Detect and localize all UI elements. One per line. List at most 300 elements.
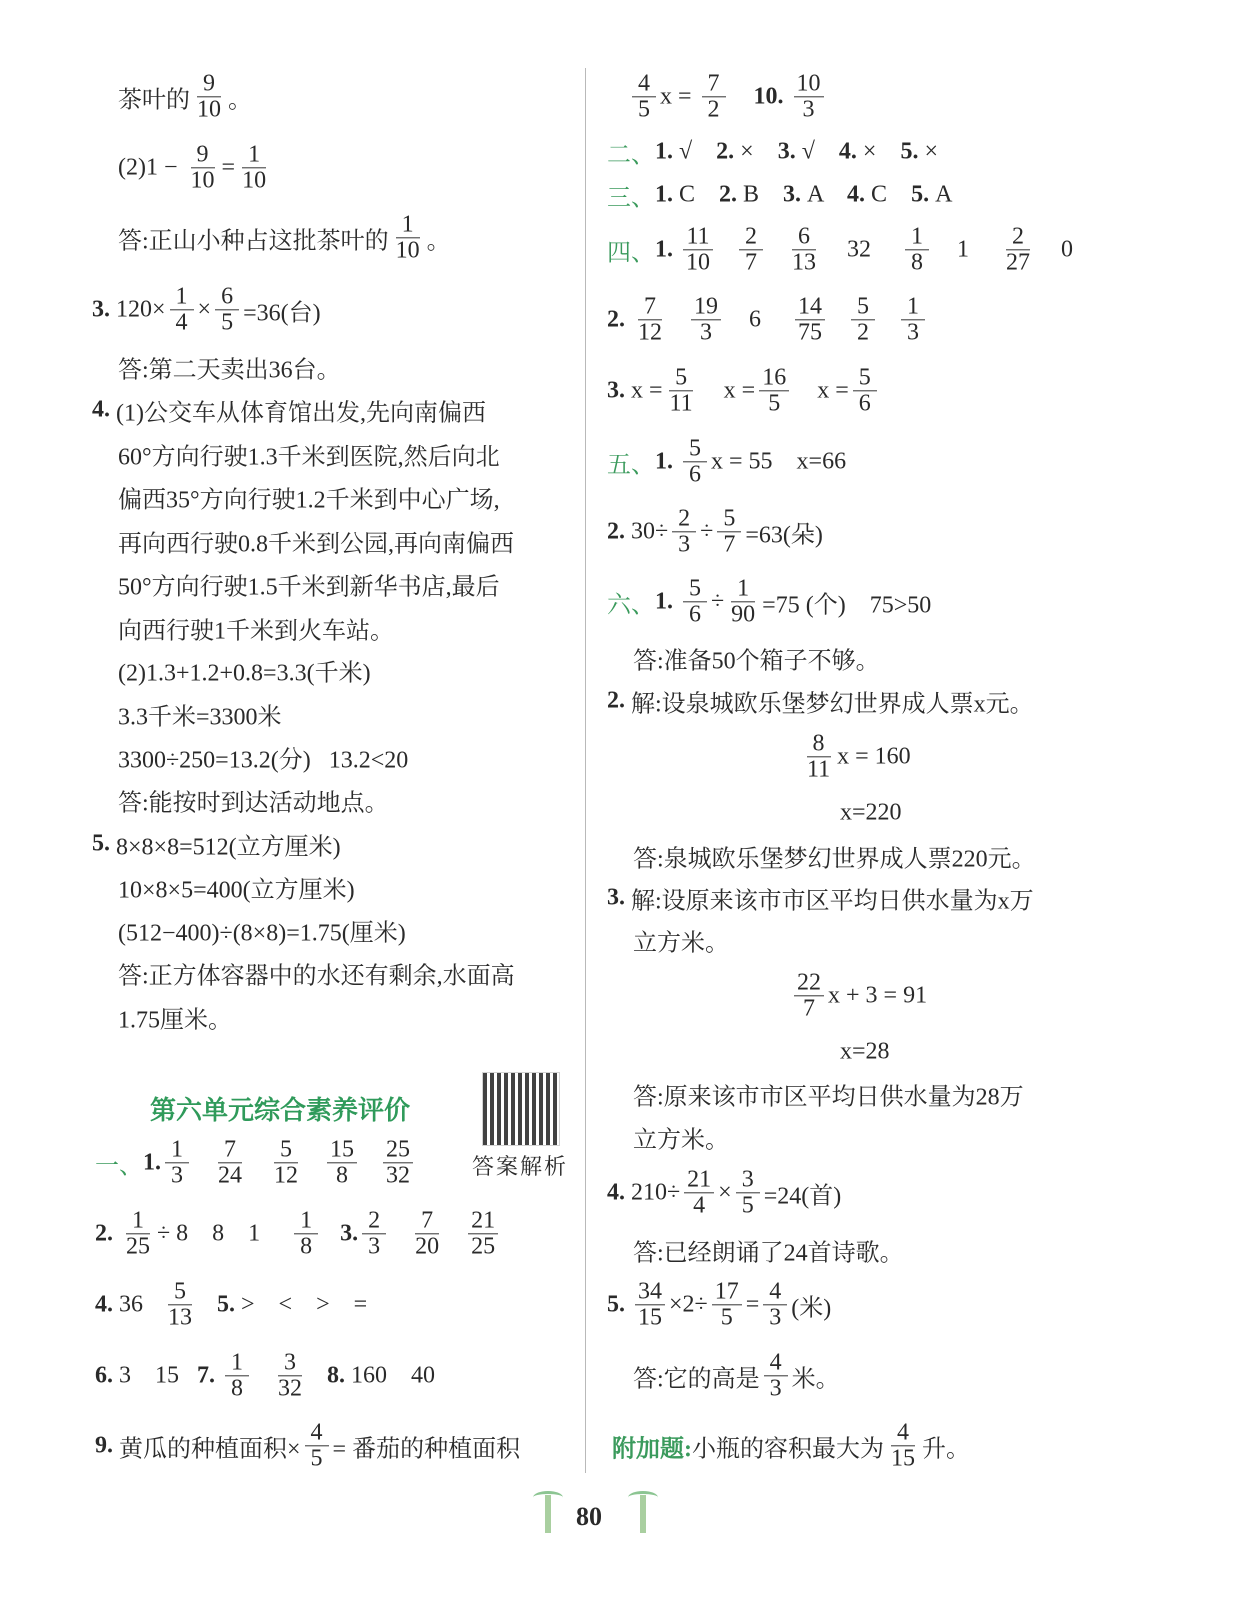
question-number: 9. [95,1432,119,1459]
question-number: 2. [607,687,631,714]
right-column-line [840,1039,890,1066]
numerator: 1 [731,576,755,602]
denominator: 8 [911,249,923,276]
numerator: 5 [851,294,875,320]
denominator: 15 [891,1445,915,1472]
question-number: 3. [607,884,631,911]
denominator: 6 [689,601,701,628]
right-column-line [633,839,1036,874]
right-column-line [633,1120,729,1155]
numerator: 1 [905,224,929,250]
denominator: 7 [745,249,757,276]
question-number: 1. [655,588,679,615]
answer-text: (米) [791,1295,832,1322]
fraction [123,1208,153,1259]
right-column-line [607,436,846,487]
numerator: 22 [794,970,824,996]
fraction [468,1208,498,1259]
answer-text: =24(首) [763,1183,842,1210]
denominator: 8 [336,1162,348,1189]
numerator: 7 [638,294,662,320]
section-marker: 四、 [607,240,655,267]
fraction [239,142,269,193]
answer-text: 偏西35°方向行驶1.2千米到中心广场, [118,487,500,514]
answer-text: 解:设泉城欧乐堡梦幻世界成人票x元。 [631,691,1034,718]
fraction [327,1137,357,1188]
answer-text: 黄瓜的种植面积× [119,1436,301,1463]
denominator: 2 [857,319,869,346]
numerator: 5 [168,1279,192,1305]
left-column-line [95,1420,520,1471]
answer-text: 10×8×5=400(立方厘米) [118,877,355,904]
right-column-line [607,506,823,557]
answer-text: A [935,181,953,208]
fraction [684,1167,714,1218]
right-column-line [633,1350,840,1401]
right-column-line [607,881,1034,916]
fraction [739,224,763,275]
denominator: 5 [638,96,650,123]
question-number: 5. [92,830,116,857]
question-number: 1. [655,236,679,263]
question-number: 7. [197,1362,221,1389]
denominator: 32 [386,1162,410,1189]
fraction [294,1208,318,1259]
numerator: 1 [225,1350,249,1376]
answer-text: 立方米。 [633,1127,729,1154]
numerator: 2 [739,224,763,250]
denominator: 5 [768,390,781,417]
fraction [804,731,833,782]
denominator: 4 [175,309,188,336]
fraction [275,1350,305,1401]
answer-text: x = [631,377,663,404]
section-marker: 二、 [607,142,655,169]
fraction [412,1208,442,1259]
section-heading: 第六单元综合素养评价 [150,1096,411,1126]
answer-text: 茶叶的 [118,87,190,114]
answer-text: 120× [116,296,166,323]
section-marker: 附加题: [612,1436,692,1463]
question-number: 3. [607,377,631,404]
fraction [635,294,665,345]
numerator: 21 [684,1167,714,1193]
fraction [393,212,423,263]
numerator: 4 [764,1350,788,1376]
denominator: 20 [415,1233,440,1260]
right-column-line [633,1233,904,1268]
numerator: 2 [672,506,696,532]
answer-text: 答:已经朗诵了24首诗歌。 [633,1240,904,1267]
section-marker: 三、 [607,185,655,212]
fraction [165,1137,189,1188]
denominator: 10 [242,167,267,194]
left-column-line [118,653,371,688]
left-column-line [118,611,394,646]
answer-text: 3.3千米=3300米 [118,704,282,731]
left-column-line [118,71,252,122]
numerator: 6 [792,224,816,250]
question-number: 3. [777,138,802,165]
denominator: 3 [802,96,815,123]
question-number: 2. [607,306,631,333]
numerator: 9 [191,142,215,168]
denominator: 3 [769,1375,782,1402]
question-number: 5. [911,181,936,208]
numerator: 1 [294,1208,318,1234]
numerator: 5 [853,365,877,391]
question-number: 1. [655,448,679,475]
denominator: 6 [858,390,871,417]
answer-text: x = 55 x=66 [711,448,847,475]
answer-text: 3300÷250=13.2(分) 13.2<20 [118,747,409,774]
answer-text: =75 (个) 75>50 [762,592,932,619]
question-number: 1. [655,138,679,165]
answer-text: (512−400)÷(8×8)=1.75(厘米) [118,920,406,947]
fraction [225,1350,249,1401]
answer-text: 60°方向行驶1.3千米到医院,然后向北 [118,444,500,471]
fraction [632,71,656,122]
numerator: 2 [1006,224,1030,250]
section-marker: 一、 [95,1153,143,1180]
denominator: 3 [678,531,691,558]
answer-text: 50°方向行驶1.5千米到新华书店,最后 [118,574,500,601]
numerator: 34 [635,1279,665,1305]
numerator: 21 [468,1208,498,1234]
fraction [888,1420,918,1471]
question-number: 1. [655,181,679,208]
fraction [712,1279,742,1330]
denominator: 32 [278,1375,302,1402]
answer-text: √ [801,138,839,165]
fraction [672,506,696,557]
fraction [188,142,218,193]
fraction [362,1208,386,1259]
denominator: 6 [689,461,701,488]
answer-text: x + 3 = 91 [828,982,928,1009]
numerator: 19 [691,294,721,320]
answer-text: x=220 [840,799,902,826]
left-column-line [118,437,500,472]
fraction [170,284,194,335]
answer-text: 答:正方体容器中的水还有剩余,水面高 [118,963,515,990]
numerator: 7 [218,1137,242,1163]
answer-text: 答:它的高是 [633,1366,760,1393]
fraction [795,294,825,345]
fraction [691,294,721,345]
fraction [901,294,925,345]
answer-text: 答:准备50个箱子不够。 [633,648,880,675]
numerator: 1 [165,1137,189,1163]
question-number: 8. [309,1362,351,1389]
left-column-line [95,1137,417,1188]
numerator: 1 [170,284,194,310]
answer-text: × [740,138,778,165]
denominator: 25 [126,1233,150,1260]
fraction [215,284,239,335]
answer-text: > < > = [241,1291,368,1318]
fraction [853,365,877,416]
answer-text: 再向西行驶0.8千米到公园,再向南偏西 [118,531,514,558]
left-column-line [92,393,486,428]
answer-text: 答:第二天卖出36台。 [118,357,341,384]
fraction [851,294,875,345]
right-column-line [790,970,927,1021]
numerator: 3 [278,1350,302,1376]
left-column-line [95,1279,367,1330]
answer-text: 1.75厘米。 [118,1007,232,1034]
denominator: 90 [731,601,756,628]
fraction [383,1137,413,1188]
left-column-line [118,480,500,515]
answer-text: =36(台) [243,300,321,327]
question-number: 4. [95,1291,119,1318]
right-column-line [800,731,911,782]
answer-text: ÷ [711,588,725,615]
denominator: 7 [803,995,815,1022]
left-column-line [118,350,341,385]
plant-decoration-icon [545,1495,551,1533]
numerator: 7 [415,1208,439,1234]
fraction [1003,224,1033,275]
left-column-line [118,1000,232,1035]
left-column-line [118,740,408,775]
denominator: 5 [310,1445,323,1472]
left-column-line [118,567,500,602]
numerator: 5 [683,436,707,462]
question-number: 2. [607,518,631,545]
numerator: 4 [891,1420,915,1446]
question-number: 5. [607,1291,631,1318]
numerator: 9 [197,71,221,97]
answer-text: 36 [119,1291,161,1318]
answer-text: 160 40 [351,1362,435,1389]
page-number: 80 [576,1502,602,1531]
answer-text: 1 [933,236,981,263]
left-column-line [118,697,282,732]
denominator: 3 [700,319,712,346]
denominator: 13 [168,1304,192,1331]
answer-text: x = 160 [837,743,911,770]
denominator: 12 [274,1162,298,1189]
question-number: 5. [199,1291,241,1318]
answer-text: 解:设原来该市市区平均日供水量为x万 [631,888,1034,915]
denominator: 10 [686,249,710,276]
answer-text: =63(朵) [745,522,823,549]
denominator: 25 [471,1233,496,1260]
section-marker: 五、 [607,452,655,479]
question-number: 4. [607,1179,631,1206]
fraction [683,224,713,275]
left-column-line [95,1350,435,1401]
denominator: 12 [638,319,662,346]
question-number: 1. [143,1149,161,1176]
fraction [683,436,707,487]
right-column-line [628,71,828,122]
denominator: 7 [723,531,736,558]
plant-decoration-icon [640,1495,646,1533]
answer-text: 210÷ [631,1179,681,1206]
left-column-line [118,524,514,559]
numerator: 5 [717,506,741,532]
answer-text: 3 15 [119,1362,197,1389]
numerator: 5 [669,365,693,391]
answer-text: ÷ [700,518,714,545]
numerator: 4 [632,71,656,97]
denominator: 75 [798,319,822,346]
fraction [635,1279,665,1330]
answer-text: A [807,181,848,208]
answer-text: 米。 [791,1366,840,1393]
denominator: 5 [741,1192,754,1219]
denominator: 3 [769,1304,782,1331]
answer-text: 答:泉城欧乐堡梦幻世界成人票220元。 [633,846,1036,873]
right-column-line [633,1077,1024,1112]
qr-code-image [482,1072,560,1146]
denominator: 24 [218,1162,242,1189]
question-number: 2. [716,138,741,165]
question-number: 2. [719,181,744,208]
fraction [736,1167,760,1218]
section-marker: 六、 [607,592,655,619]
right-column-line [840,800,902,827]
denominator: 3 [368,1233,381,1260]
right-column-line [607,365,881,416]
fraction [763,1279,787,1330]
fraction [667,365,696,416]
numerator: 1 [396,212,420,238]
right-column-line [607,1279,831,1330]
left-column-line [118,212,451,263]
question-number: 3. [783,181,808,208]
left-column-line [118,142,273,193]
answer-text: 。 [228,87,252,114]
numerator: 17 [712,1279,742,1305]
qr-code-label: 答案解析 [472,1154,569,1179]
numerator: 3 [736,1167,760,1193]
answer-text: × [197,296,212,323]
fraction [794,71,824,122]
denominator: 3 [907,319,919,346]
answer-text: 升。 [922,1436,970,1463]
fraction [271,1137,301,1188]
answer-text: (2)1.3+1.2+0.8=3.3(千米) [118,660,371,687]
denominator: 5 [720,1304,733,1331]
left-column-line [118,783,389,818]
numerator: 14 [795,294,825,320]
denominator: 11 [669,390,693,417]
right-column-line [607,178,952,213]
answer-text: 0 [1037,236,1073,263]
answer-text: ÷ 8 8 1 [157,1220,273,1247]
denominator: 15 [638,1304,662,1331]
numerator: 25 [383,1137,413,1163]
denominator: 2 [707,96,720,123]
answer-text: 6 [725,306,773,333]
answer-text: √ [679,138,717,165]
answer-text: (2)1 − [118,154,184,181]
numerator: 8 [807,731,831,757]
denominator: 8 [300,1233,313,1260]
fraction [789,224,819,275]
fraction [717,506,741,557]
fraction [194,71,224,122]
answer-text: × [924,138,938,165]
denominator: 4 [693,1192,706,1219]
answer-text: 32 [823,236,883,263]
answer-text: 小瓶的容积最大为 [692,1436,884,1463]
left-column-line [95,1208,502,1259]
denominator: 10 [190,167,215,194]
question-number: 10. [729,83,790,110]
right-column-line [607,1167,841,1218]
answer-text: 8×8×8=512(立方厘米) [116,834,341,861]
denominator: 13 [792,249,816,276]
question-number: 2. [95,1220,119,1247]
left-column-line [118,956,515,991]
answer-text: 。 [426,228,451,255]
answer-text: x=28 [840,1038,890,1065]
left-column-line [118,870,355,905]
numerator: 4 [763,1279,787,1305]
answer-text: = 番茄的种植面积 [332,1436,521,1463]
answer-text: 答:正山小种占这批茶叶的 [118,228,389,255]
answer-text: ×2÷ [669,1291,708,1318]
numerator: 2 [362,1208,386,1234]
left-column-line [92,284,321,335]
answer-text: x = [793,377,849,404]
right-column-line [607,684,1034,719]
fraction [702,71,726,122]
numerator: 6 [215,284,239,310]
numerator: 5 [683,576,707,602]
question-number: 3. [322,1220,359,1247]
denominator: 3 [171,1162,183,1189]
denominator: 27 [1006,249,1030,276]
fraction [305,1420,329,1471]
numerator: 5 [274,1137,298,1163]
numerator: 7 [702,71,726,97]
fraction [683,576,707,627]
numerator: 16 [759,365,789,391]
numerator: 1 [126,1208,150,1234]
denominator: 5 [221,309,234,336]
question-number: 4. [92,396,116,423]
question-number: 3. [92,296,116,323]
right-column-line [633,923,729,958]
question-number: 4. [838,138,863,165]
denominator: 8 [231,1375,243,1402]
answer-text: C [679,181,720,208]
fraction [215,1137,245,1188]
left-column-line [92,827,341,862]
question-number: 6. [95,1362,119,1389]
answer-text: × [718,1179,732,1206]
right-column-line [612,1420,970,1471]
fraction [905,224,929,275]
answer-text: = [221,154,236,181]
column-divider [585,68,586,1473]
answer-text: B [743,181,784,208]
answer-text: = [745,1291,760,1318]
answer-text: (1)公交车从体育馆出发,先向南偏西 [116,400,486,427]
answer-text: 向西行驶1千米到火车站。 [118,618,394,645]
numerator: 15 [327,1137,357,1163]
numerator: 1 [901,294,925,320]
question-number: 5. [900,138,925,165]
answer-text: 立方米。 [633,930,729,957]
answer-text: C [871,181,912,208]
